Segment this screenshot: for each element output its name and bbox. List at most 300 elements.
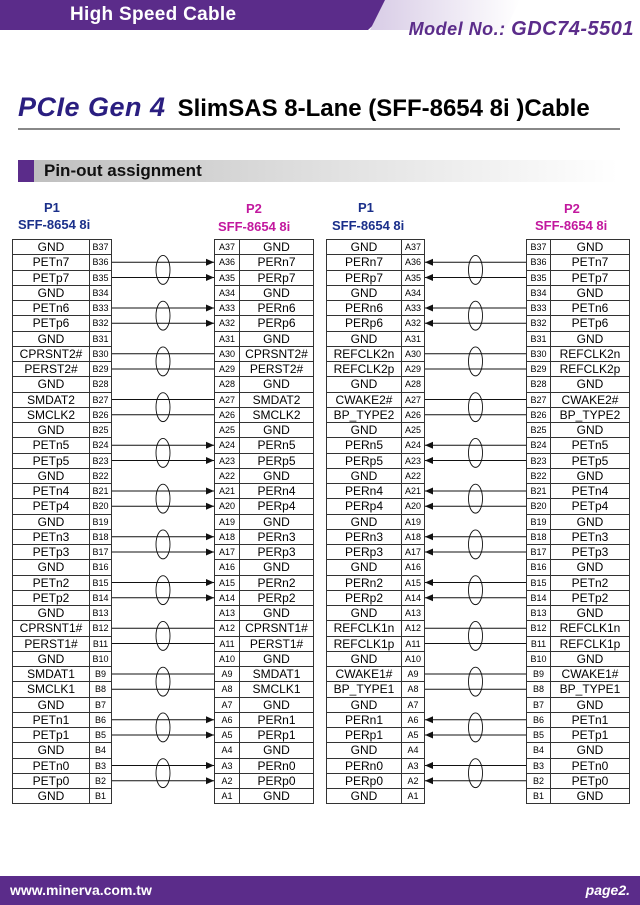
- wire-arrow: [206, 457, 214, 464]
- pin-number-cell: B30: [526, 346, 551, 362]
- signal-cell: BP_TYPE1: [326, 681, 402, 697]
- pin-number-cell: A34: [401, 285, 425, 301]
- signal-cell: GND: [326, 239, 402, 255]
- pin-number-cell: B3: [526, 758, 551, 774]
- signal-cell: GND: [239, 239, 314, 255]
- signal-cell: GND: [239, 468, 314, 484]
- model-value: GDC74-5501: [511, 18, 634, 40]
- signal-cell: GND: [12, 376, 90, 392]
- pin-number-cell: A25: [214, 422, 240, 438]
- pin-number-cell: A3: [214, 758, 240, 774]
- signal-cell: BP_TYPE1: [550, 681, 630, 697]
- signal-cell: GND: [239, 422, 314, 438]
- signal-cell: PETp7: [550, 270, 630, 286]
- pin-number-cell: A15: [214, 575, 240, 591]
- right-p1-part: SFF-8654 8i: [332, 218, 405, 233]
- pin-number-cell: B18: [89, 529, 112, 545]
- pin-number-cell: A7: [214, 697, 240, 713]
- wire-arrow: [425, 274, 433, 281]
- pin-number-cell: A9: [214, 666, 240, 682]
- pin-number-cell: A15: [401, 575, 425, 591]
- signal-cell: PETp5: [550, 453, 630, 469]
- signal-cell: GND: [12, 514, 90, 530]
- signal-cell: PETn4: [550, 483, 630, 499]
- wire-arrow: [425, 488, 433, 495]
- wire-arrow: [425, 503, 433, 510]
- signal-cell: PETn7: [550, 254, 630, 270]
- twisted-pair-marker: [156, 347, 170, 376]
- pin-number-cell: B6: [89, 712, 112, 728]
- pin-number-cell: B23: [526, 453, 551, 469]
- pin-number-cell: A13: [401, 605, 425, 621]
- model-number: [409, 18, 634, 41]
- signal-cell: PERp7: [326, 270, 402, 286]
- signal-cell: GND: [550, 422, 630, 438]
- wire-arrow: [425, 457, 433, 464]
- signal-cell: GND: [12, 239, 90, 255]
- twisted-pair-marker: [469, 301, 483, 330]
- signal-cell: BP_TYPE2: [326, 407, 402, 423]
- wire-arrow: [425, 533, 433, 540]
- pin-number-cell: B25: [526, 422, 551, 438]
- signal-cell: SMDAT1: [239, 666, 314, 682]
- wire-arrow: [206, 488, 214, 495]
- signal-cell: PERn0: [239, 758, 314, 774]
- twisted-pair-marker: [156, 576, 170, 605]
- left-p2-part: SFF-8654 8i: [218, 219, 291, 234]
- signal-cell: PETp1: [550, 727, 630, 743]
- signal-cell: SMCLK1: [12, 681, 90, 697]
- pin-number-cell: A32: [214, 315, 240, 331]
- signal-cell: GND: [239, 559, 314, 575]
- signal-cell: GND: [326, 742, 402, 758]
- pin-number-cell: B12: [89, 620, 112, 636]
- pin-number-cell: A27: [214, 392, 240, 408]
- pin-number-cell: B21: [526, 483, 551, 499]
- wire-arrow: [425, 305, 433, 312]
- wire-arrow: [425, 442, 433, 449]
- signal-cell: PETp4: [12, 498, 90, 514]
- pin-number-cell: A20: [401, 498, 425, 514]
- pin-number-cell: A34: [214, 285, 240, 301]
- pin-number-cell: A8: [214, 681, 240, 697]
- signal-cell: GND: [12, 651, 90, 667]
- left-p1-part: SFF-8654 8i: [18, 217, 91, 232]
- signal-cell: CWAKE2#: [326, 392, 402, 408]
- signal-cell: PETp6: [12, 315, 90, 331]
- pin-number-cell: A21: [214, 483, 240, 499]
- pin-number-cell: A5: [401, 727, 425, 743]
- signal-cell: PERp3: [239, 544, 314, 560]
- pin-number-cell: B36: [89, 254, 112, 270]
- signal-cell: PETn2: [550, 575, 630, 591]
- signal-cell: PERp4: [326, 498, 402, 514]
- pin-number-cell: B9: [526, 666, 551, 682]
- twisted-pair-marker: [469, 393, 483, 422]
- twisted-pair-marker: [156, 438, 170, 467]
- pin-number-cell: B1: [526, 788, 551, 804]
- twisted-pair-marker: [469, 713, 483, 742]
- signal-cell: GND: [326, 559, 402, 575]
- pin-number-cell: A4: [401, 742, 425, 758]
- right-p2-pin-column: [526, 239, 551, 804]
- signal-cell: SMDAT2: [12, 392, 90, 408]
- pin-number-cell: B10: [526, 651, 551, 667]
- signal-cell: PERp7: [239, 270, 314, 286]
- pin-number-cell: B1: [89, 788, 112, 804]
- signal-cell: PERn6: [326, 300, 402, 316]
- pin-number-cell: B28: [89, 376, 112, 392]
- pin-number-cell: B32: [89, 315, 112, 331]
- signal-cell: CPRSNT1#: [12, 620, 90, 636]
- signal-cell: REFCLK1n: [550, 620, 630, 636]
- pin-number-cell: B24: [526, 437, 551, 453]
- pin-number-cell: A37: [214, 239, 240, 255]
- signal-cell: REFCLK2n: [326, 346, 402, 362]
- twisted-pair-marker: [156, 713, 170, 742]
- right-p2-signal-column: [550, 239, 630, 804]
- pin-number-cell: A27: [401, 392, 425, 408]
- pin-number-cell: A17: [401, 544, 425, 560]
- pin-number-cell: B24: [89, 437, 112, 453]
- pin-number-cell: B8: [526, 681, 551, 697]
- signal-cell: REFCLK2n: [550, 346, 630, 362]
- pin-number-cell: B17: [89, 544, 112, 560]
- signal-cell: PETn0: [12, 758, 90, 774]
- pin-number-cell: A24: [401, 437, 425, 453]
- right-p1-label: P1: [358, 200, 374, 215]
- twisted-pair-marker: [469, 255, 483, 284]
- signal-cell: SMDAT1: [12, 666, 90, 682]
- wire-arrow: [206, 716, 214, 723]
- left-p2-pin-column: [214, 239, 240, 804]
- section-label: Pin-out assignment: [44, 161, 202, 180]
- wire-arrow: [425, 716, 433, 723]
- signal-cell: PETn2: [12, 575, 90, 591]
- signal-cell: PERST1#: [239, 636, 314, 652]
- twisted-pair-marker: [156, 621, 170, 650]
- pin-number-cell: B29: [526, 361, 551, 377]
- signal-cell: GND: [326, 697, 402, 713]
- pin-number-cell: B20: [526, 498, 551, 514]
- section-marker: [18, 160, 34, 182]
- signal-cell: PERn7: [239, 254, 314, 270]
- signal-cell: GND: [326, 422, 402, 438]
- signal-cell: PERp5: [326, 453, 402, 469]
- twisted-pair-marker: [156, 530, 170, 559]
- signal-cell: PERST2#: [239, 361, 314, 377]
- signal-cell: GND: [550, 651, 630, 667]
- pin-number-cell: A8: [401, 681, 425, 697]
- wire-arrow: [425, 594, 433, 601]
- pin-number-cell: B11: [89, 636, 112, 652]
- signal-cell: PERn4: [326, 483, 402, 499]
- signal-cell: PERn4: [239, 483, 314, 499]
- signal-cell: PETn6: [12, 300, 90, 316]
- signal-cell: REFCLK2p: [550, 361, 630, 377]
- signal-cell: SMCLK2: [12, 407, 90, 423]
- footer-bar: [0, 876, 640, 905]
- pin-number-cell: B6: [526, 712, 551, 728]
- pin-number-cell: B25: [89, 422, 112, 438]
- pin-number-cell: A12: [401, 620, 425, 636]
- left-p2-signal-column: [239, 239, 314, 804]
- twisted-pair-marker: [469, 621, 483, 650]
- pin-number-cell: A36: [401, 254, 425, 270]
- signal-cell: REFCLK1n: [326, 620, 402, 636]
- pin-number-cell: B13: [89, 605, 112, 621]
- signal-cell: PERp5: [239, 453, 314, 469]
- pin-number-cell: A9: [401, 666, 425, 682]
- title-divider: [18, 128, 620, 130]
- signal-cell: GND: [239, 331, 314, 347]
- signal-cell: SMDAT2: [239, 392, 314, 408]
- pin-number-cell: A29: [401, 361, 425, 377]
- signal-cell: PERST1#: [12, 636, 90, 652]
- pin-number-cell: A10: [401, 651, 425, 667]
- pin-number-cell: A14: [401, 590, 425, 606]
- pin-number-cell: B18: [526, 529, 551, 545]
- wire-arrow: [425, 732, 433, 739]
- pin-number-cell: B7: [526, 697, 551, 713]
- signal-cell: GND: [550, 605, 630, 621]
- pin-number-cell: B14: [89, 590, 112, 606]
- pin-number-cell: A11: [401, 636, 425, 652]
- pin-number-cell: A1: [401, 788, 425, 804]
- pin-number-cell: B33: [89, 300, 112, 316]
- signal-cell: PETn6: [550, 300, 630, 316]
- signal-cell: CWAKE1#: [326, 666, 402, 682]
- signal-cell: PETn7: [12, 254, 90, 270]
- pin-number-cell: B35: [526, 270, 551, 286]
- signal-cell: GND: [12, 331, 90, 347]
- signal-cell: GND: [239, 605, 314, 621]
- model-label: Model No.:: [408, 19, 512, 39]
- pin-number-cell: B37: [526, 239, 551, 255]
- pin-number-cell: A32: [401, 315, 425, 331]
- right-p1-signal-column: [326, 239, 402, 804]
- signal-cell: REFCLK1p: [550, 636, 630, 652]
- signal-cell: GND: [12, 559, 90, 575]
- signal-cell: PETn3: [12, 529, 90, 545]
- signal-cell: GND: [550, 788, 630, 804]
- pin-number-cell: B17: [526, 544, 551, 560]
- pin-number-cell: A30: [214, 346, 240, 362]
- right-p1-pin-column: [401, 239, 425, 804]
- twisted-pair-marker: [156, 255, 170, 284]
- pin-number-cell: B29: [89, 361, 112, 377]
- signal-cell: PERp4: [239, 498, 314, 514]
- wire-arrow: [425, 259, 433, 266]
- twisted-pair-marker: [156, 393, 170, 422]
- wire-arrow: [425, 777, 433, 784]
- signal-cell: PETn1: [550, 712, 630, 728]
- pin-number-cell: A24: [214, 437, 240, 453]
- signal-cell: GND: [550, 514, 630, 530]
- twisted-pair-marker: [469, 576, 483, 605]
- pin-number-cell: B2: [526, 773, 551, 789]
- pin-number-cell: B4: [89, 742, 112, 758]
- signal-cell: GND: [550, 468, 630, 484]
- signal-cell: CWAKE1#: [550, 666, 630, 682]
- pin-number-cell: B16: [526, 559, 551, 575]
- signal-cell: PERn5: [326, 437, 402, 453]
- signal-cell: PERp0: [239, 773, 314, 789]
- pin-number-cell: A4: [214, 742, 240, 758]
- signal-cell: REFCLK2p: [326, 361, 402, 377]
- signal-cell: REFCLK1p: [326, 636, 402, 652]
- signal-cell: SMCLK1: [239, 681, 314, 697]
- brand-title: High Speed Cable: [70, 4, 237, 25]
- signal-cell: PERp3: [326, 544, 402, 560]
- pin-number-cell: B37: [89, 239, 112, 255]
- pin-number-cell: A2: [214, 773, 240, 789]
- pin-number-cell: A6: [401, 712, 425, 728]
- signal-cell: GND: [12, 697, 90, 713]
- wire-arrow: [206, 762, 214, 769]
- pin-number-cell: B15: [89, 575, 112, 591]
- pin-number-cell: A16: [214, 559, 240, 575]
- signal-cell: GND: [326, 514, 402, 530]
- wire-arrow: [206, 305, 214, 312]
- pin-number-cell: A23: [214, 453, 240, 469]
- wire-arrow: [425, 320, 433, 327]
- left-p1-label: P1: [44, 200, 60, 215]
- signal-cell: PETn1: [12, 712, 90, 728]
- wire-arrow: [206, 259, 214, 266]
- pin-number-cell: A12: [214, 620, 240, 636]
- signal-cell: PERn0: [326, 758, 402, 774]
- signal-cell: PERp1: [326, 727, 402, 743]
- signal-cell: SMCLK2: [239, 407, 314, 423]
- signal-cell: PETp0: [12, 773, 90, 789]
- signal-cell: PERp1: [239, 727, 314, 743]
- signal-cell: GND: [326, 468, 402, 484]
- pin-number-cell: B31: [526, 331, 551, 347]
- pin-number-cell: B34: [89, 285, 112, 301]
- twisted-pair-marker: [469, 347, 483, 376]
- wire-arrow: [206, 594, 214, 601]
- signal-cell: GND: [550, 239, 630, 255]
- pin-number-cell: B19: [526, 514, 551, 530]
- signal-cell: GND: [326, 788, 402, 804]
- pin-number-cell: B21: [89, 483, 112, 499]
- pin-number-cell: A35: [401, 270, 425, 286]
- signal-cell: GND: [550, 285, 630, 301]
- signal-cell: PETp2: [550, 590, 630, 606]
- signal-cell: GND: [239, 788, 314, 804]
- signal-cell: PETn0: [550, 758, 630, 774]
- signal-cell: GND: [12, 285, 90, 301]
- pin-number-cell: A29: [214, 361, 240, 377]
- pin-number-cell: A19: [214, 514, 240, 530]
- pin-number-cell: A19: [401, 514, 425, 530]
- wire-arrow: [206, 320, 214, 327]
- signal-cell: PERn2: [239, 575, 314, 591]
- signal-cell: GND: [239, 376, 314, 392]
- pin-number-cell: B27: [89, 392, 112, 408]
- pin-number-cell: B2: [89, 773, 112, 789]
- wire-arrow: [206, 274, 214, 281]
- twisted-pair-marker: [469, 667, 483, 696]
- wire-arrow: [206, 533, 214, 540]
- signal-cell: PETp2: [12, 590, 90, 606]
- pin-number-cell: A37: [401, 239, 425, 255]
- wire-arrow: [206, 777, 214, 784]
- pin-number-cell: A13: [214, 605, 240, 621]
- pin-number-cell: B22: [89, 468, 112, 484]
- twisted-pair-marker: [469, 484, 483, 513]
- pin-number-cell: B14: [526, 590, 551, 606]
- pin-number-cell: A2: [401, 773, 425, 789]
- left-p2-label: P2: [246, 201, 262, 216]
- signal-cell: GND: [239, 514, 314, 530]
- pin-number-cell: A31: [401, 331, 425, 347]
- pin-number-cell: A5: [214, 727, 240, 743]
- pin-number-cell: A3: [401, 758, 425, 774]
- pin-number-cell: B22: [526, 468, 551, 484]
- left-p1-pin-column: [89, 239, 112, 804]
- pin-number-cell: A22: [214, 468, 240, 484]
- title-rest: SlimSAS 8-Lane (SFF-8654 8i )Cable: [177, 95, 590, 122]
- signal-cell: PERn3: [326, 529, 402, 545]
- pin-number-cell: A6: [214, 712, 240, 728]
- left-p1-signal-column: [12, 239, 90, 804]
- signal-cell: PERn3: [239, 529, 314, 545]
- pin-number-cell: B9: [89, 666, 112, 682]
- wire-arrow: [206, 503, 214, 510]
- signal-cell: PERn1: [326, 712, 402, 728]
- pin-number-cell: A33: [401, 300, 425, 316]
- twisted-pair-marker: [156, 667, 170, 696]
- signal-cell: PETn3: [550, 529, 630, 545]
- twisted-pair-marker: [156, 484, 170, 513]
- footer-website: www.minerva.com.tw: [10, 882, 152, 898]
- signal-cell: GND: [12, 605, 90, 621]
- right-p2-part: SFF-8654 8i: [535, 218, 608, 233]
- twisted-pair-marker: [156, 759, 170, 788]
- pin-number-cell: B5: [89, 727, 112, 743]
- pin-number-cell: B12: [526, 620, 551, 636]
- pin-number-cell: B16: [89, 559, 112, 575]
- signal-cell: PERn5: [239, 437, 314, 453]
- signal-cell: GND: [550, 697, 630, 713]
- wire-arrow: [206, 442, 214, 449]
- pin-number-cell: B33: [526, 300, 551, 316]
- pin-number-cell: B20: [89, 498, 112, 514]
- signal-cell: GND: [550, 559, 630, 575]
- pin-number-cell: B10: [89, 651, 112, 667]
- signal-cell: PERn2: [326, 575, 402, 591]
- pin-number-cell: A30: [401, 346, 425, 362]
- pin-number-cell: A14: [214, 590, 240, 606]
- pin-number-cell: A18: [214, 529, 240, 545]
- pin-number-cell: A11: [214, 636, 240, 652]
- pin-number-cell: B26: [526, 407, 551, 423]
- pin-number-cell: B5: [526, 727, 551, 743]
- signal-cell: PETn5: [550, 437, 630, 453]
- right-p2-label: P2: [564, 201, 580, 216]
- signal-cell: PETn5: [12, 437, 90, 453]
- pin-number-cell: B36: [526, 254, 551, 270]
- wire-arrow: [425, 549, 433, 556]
- right-wire-diagram: [425, 239, 526, 839]
- signal-cell: GND: [239, 697, 314, 713]
- signal-cell: GND: [550, 331, 630, 347]
- pin-number-cell: B11: [526, 636, 551, 652]
- wire-arrow: [206, 579, 214, 586]
- twisted-pair-marker: [469, 530, 483, 559]
